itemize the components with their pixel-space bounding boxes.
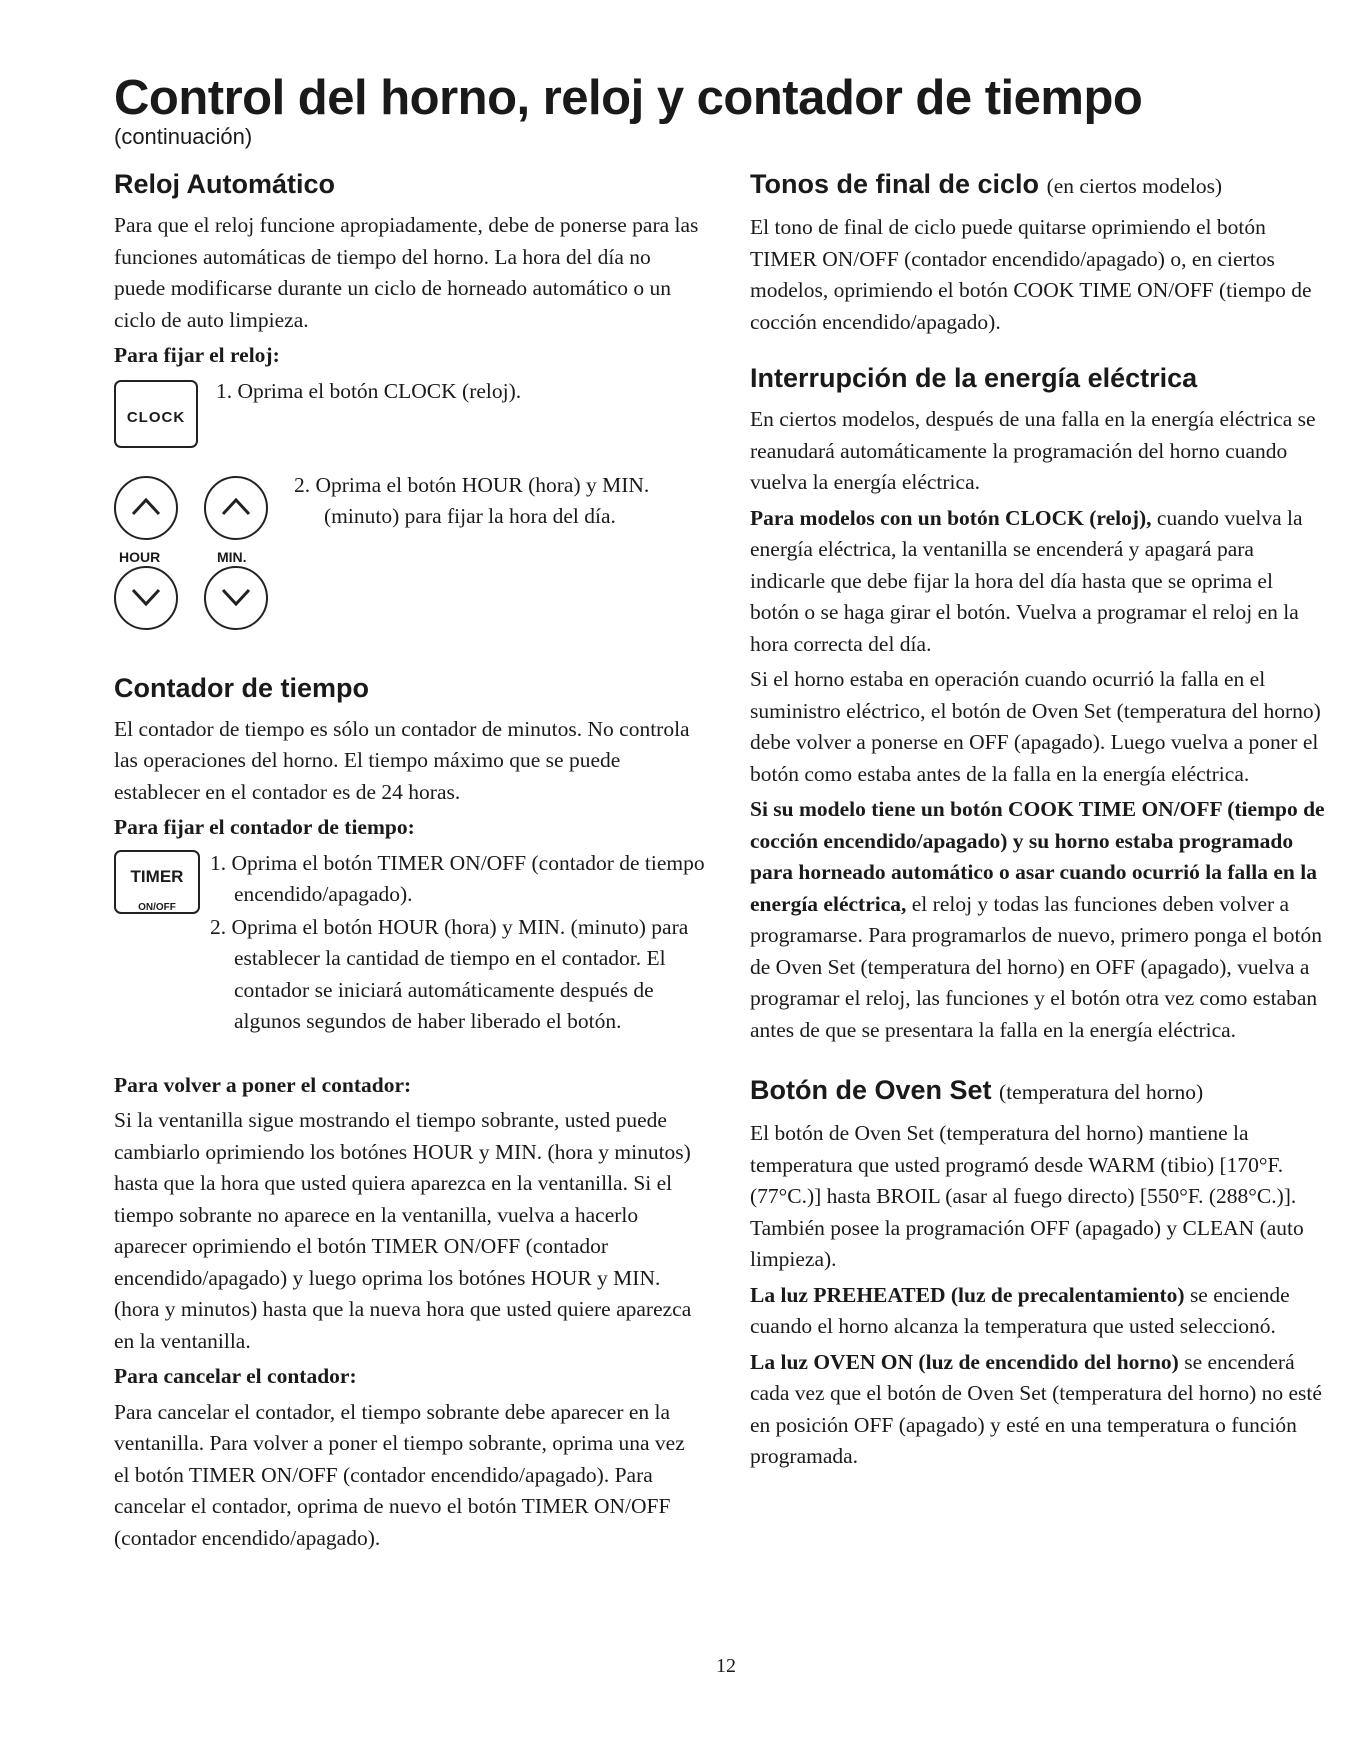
left-column bbox=[114, 166, 704, 1558]
tonos-heading-note: (en ciertos modelos) bbox=[1046, 174, 1223, 198]
right-column bbox=[750, 166, 1325, 1477]
interrupcion-paragraph-4-text: el reloj y todas las funciones deben volver a programarse. Para programarlos de nuevo, primero ponga el botón de Oven Set (temperatura del horno) en OFF (apagado), vuelva a programar el reloj, las funciones y el botón otra vez como estaban antes de que se presentara la falla en la energía eléctrica. bbox=[750, 891, 1322, 1042]
interrupcion-paragraph-3: Si el horno estaba en operación cuando ocurrió la falla en el suministro eléctrico, el botón de Oven Set (temperatura del horno) debe volver a ponerse en OFF (apagado). Luego vuelva a poner el botón como estaba antes de la falla en la energía eléctrica. bbox=[750, 667, 1321, 786]
min-down-arrow-icon bbox=[204, 566, 268, 630]
oven-set-heading bbox=[750, 1072, 1325, 1110]
contador-volver-paragraph: Si la ventanilla sigue mostrando el tiempo sobrante, usted puede cambiarlo oprimiendo los botónes HOUR y MIN. (hora y minutos) hasta que la hora que usted quiera aparezca en la ventanilla. Si el tiempo sobrante no aparece en la ventanilla, vuelva a hacerlo aparecer oprimiendo el botón TIMER ON/OFF (contador encendido/apagado) y luego oprima los botónes HOUR y MIN. (hora y minutos) hasta que la nueva hora que usted quiere aparezca en la ventanilla. bbox=[114, 1108, 692, 1353]
interrupcion-paragraph-1: En ciertos modelos, después de una falla en la energía eléctrica se reanudará automáticamente la programación del horno cuando vuelva la energía eléctrica. bbox=[750, 407, 1316, 494]
oven-set-paragraph-3-text: se encenderá cada vez que el botón de Oven Set (temperatura del horno) no esté en posición OFF (apagado) y esté en una temperatura o función programada. bbox=[750, 1349, 1322, 1468]
reloj-subheading: Para fijar el reloj: bbox=[114, 343, 280, 367]
clock-step bbox=[114, 376, 704, 464]
interrupcion-paragraph-2 bbox=[750, 503, 1325, 661]
contador-subheading-cancelar: Para cancelar el contador: bbox=[114, 1364, 357, 1388]
min-up-arrow-icon bbox=[204, 476, 268, 540]
contador-paragraph: El contador de tiempo es sólo un contador de minutos. No controla las operaciones del horno. El tiempo máximo que se puede establecer en el contador es de 24 horas. bbox=[114, 716, 690, 804]
reloj-paragraph: Para que el reloj funcione apropiadamente, debe de ponerse para las funciones automáticas de tiempo del horno. La hora del día no puede modificarse durante un ciclo de horneado automático o un ciclo de auto limpieza. bbox=[114, 213, 699, 332]
reloj-heading: Reloj Automático bbox=[114, 169, 336, 199]
min-label: MIN. bbox=[217, 548, 247, 565]
tonos-heading bbox=[750, 166, 1325, 204]
timer-steps bbox=[114, 848, 704, 1068]
interrupcion-paragraph-2-bold: Para modelos con un botón CLOCK (reloj), bbox=[750, 505, 1152, 530]
oven-set-heading-note: (temperatura del horno) bbox=[999, 1080, 1204, 1104]
timer-button-sublabel: ON/OFF bbox=[138, 902, 176, 913]
hour-min-step bbox=[114, 470, 704, 630]
tonos-heading-text: Tonos de final de ciclo bbox=[750, 169, 1040, 199]
contador-subheading-volver: Para volver a poner el contador: bbox=[114, 1072, 412, 1097]
timer-step-2: 2. Oprima el botón HOUR (hora) y MIN. (minuto) para establecer la cantidad de tiempo en el contador. El contador se iniciará automáticamente después de algunos segundos de haber liberado el botón. bbox=[210, 914, 689, 1033]
oven-set-paragraph-2-bold: La luz PREHEATED (luz de precalentamiento) bbox=[750, 1282, 1185, 1307]
page-number: 12 bbox=[716, 1655, 736, 1677]
hour-label: HOUR bbox=[119, 548, 161, 565]
page-title: Control del horno, reloj y contador de tiempo bbox=[114, 71, 1143, 125]
clock-button-label: CLOCK bbox=[126, 408, 186, 426]
clock-step-text: 1. Oprima el botón CLOCK (reloj). bbox=[216, 378, 522, 403]
clock-button-icon bbox=[114, 380, 198, 448]
oven-set-paragraph-2 bbox=[750, 1280, 1325, 1343]
oven-set-paragraph-3-bold: La luz OVEN ON (luz de encendido del horno) bbox=[750, 1349, 1179, 1374]
tonos-paragraph: El tono de final de ciclo puede quitarse oprimiendo el botón TIMER ON/OFF (contador encendido/apagado) o, en ciertos modelos, oprimiendo el botón COOK TIME ON/OFF (tiempo de cocción encendido/apagado). bbox=[750, 215, 1312, 334]
oven-set-paragraph-3 bbox=[750, 1347, 1325, 1473]
timer-button-label: TIMER bbox=[130, 866, 184, 886]
timer-button-icon bbox=[114, 850, 200, 914]
interrupcion-paragraph-2-text: cuando vuelva la energía eléctrica, la ventanilla se encenderá y apagará para indicarle que debe fijar la hora del día hasta que se oprima el botón o se haga girar el botón. Vuelva a programar el reloj en la hora correcta del día. bbox=[750, 505, 1303, 656]
oven-set-heading-text: Botón de Oven Set bbox=[750, 1075, 992, 1105]
contador-cancelar-paragraph: Para cancelar el contador, el tiempo sobrante debe aparecer en la ventanilla. Para volver a poner el tiempo sobrante, oprima una vez el botón TIMER ON/OFF (contador encendido/apagado). Para cancelar el contador, oprima de nuevo el botón TIMER ON/OFF (contador encendido/apagado). bbox=[114, 1399, 685, 1550]
contador-heading: Contador de tiempo bbox=[114, 672, 369, 703]
contador-subheading-fijar: Para fijar el contador de tiempo: bbox=[114, 815, 415, 839]
hour-min-step-text: 2. Oprima el botón HOUR (hora) y MIN. (minuto) para fijar la hora del día. bbox=[294, 472, 650, 528]
interrupcion-heading: Interrupción de la energía eléctrica bbox=[750, 363, 1198, 393]
oven-set-paragraph-2-text: se enciende cuando el horno alcanza la temperatura que usted seleccionó. bbox=[750, 1282, 1290, 1338]
interrupcion-paragraph-4 bbox=[750, 794, 1325, 1046]
interrupcion-paragraph-4-bold: Si su modelo tiene un botón COOK TIME ON/OFF (tiempo de cocción encendido/apagado) y su horno estaba programado para horneado automático o asar cuando ocurrió la falla en la energía eléctrica, bbox=[750, 797, 1325, 916]
hour-up-arrow-icon bbox=[114, 476, 178, 540]
timer-step-1: 1. Oprima el botón TIMER ON/OFF (contador de tiempo encendido/apagado). bbox=[210, 850, 705, 906]
page-subtitle: (continuación) bbox=[114, 124, 253, 149]
hour-down-arrow-icon bbox=[114, 566, 178, 630]
oven-set-paragraph-1: El botón de Oven Set (temperatura del horno) mantiene la temperatura que usted programó desde WARM (tibio) [170°F. (77°C.)] hasta BROIL (asar al fuego directo) [550°F. (288°C.)]. También posee la programación OFF (apagado) y CLEAN (auto limpieza). bbox=[750, 1121, 1304, 1271]
